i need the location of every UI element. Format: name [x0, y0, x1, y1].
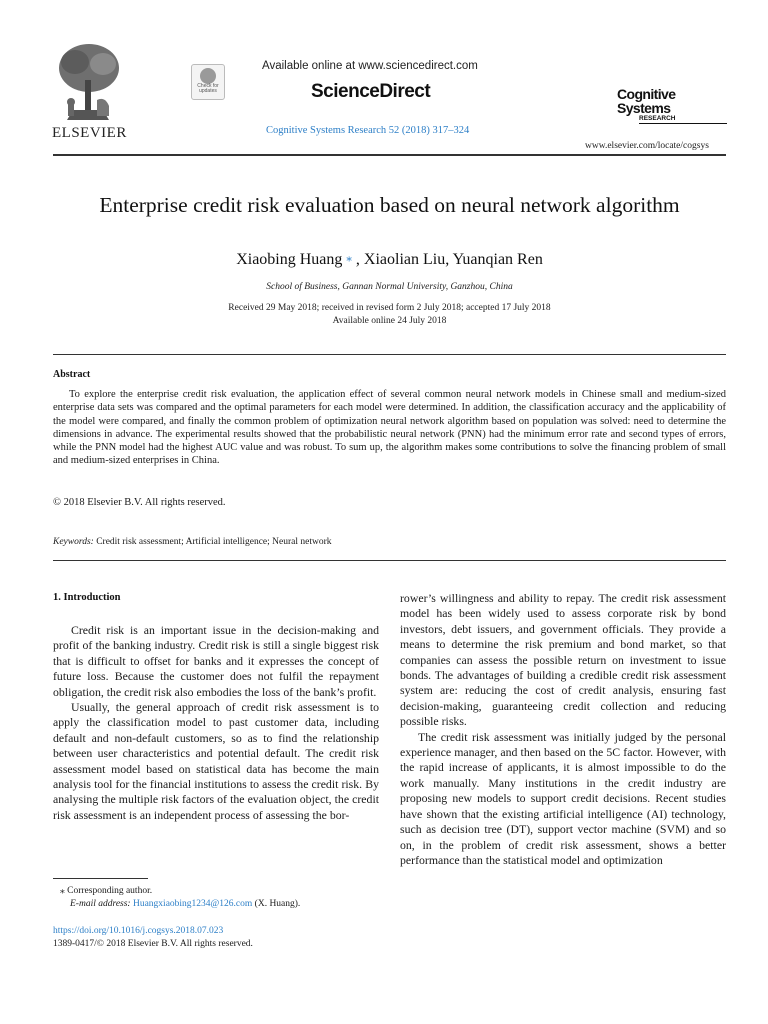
email-label: E-mail address:: [70, 899, 131, 909]
email-suffix: (X. Huang).: [252, 899, 301, 909]
keywords-label: Keywords:: [53, 537, 94, 547]
keywords-divider: [53, 560, 726, 561]
keywords-values: Credit risk assessment; Artificial intelligence; Neural network: [96, 537, 332, 547]
keywords: [53, 537, 332, 547]
corresponding-author-mark[interactable]: ⁎: [346, 252, 352, 264]
paragraph: Credit risk is an important issue in the decision-making and profit of the banking industry. Credit risk is still a single biggest risk that is difficult to offset for banks and it expresses the concept of future loss. Because the customer does not fulfil the repayment obligation, the credit risk also embodies the loss of the bank’s profit.: [53, 623, 379, 699]
abstract-heading: Abstract: [53, 369, 91, 380]
right-column: [400, 591, 726, 868]
bookmark-icon: [200, 68, 216, 84]
other-authors[interactable]: , Xiaolian Liu, Yuanqian Ren: [355, 251, 543, 268]
journal-reference-link[interactable]: Cognitive Systems Research 52 (2018) 317–324: [266, 125, 470, 136]
footnote-divider: [53, 878, 148, 879]
first-author[interactable]: Xiaobing Huang: [236, 251, 343, 268]
corresponding-footnote: [60, 885, 152, 896]
paragraph: The credit risk assessment was initially judged by the personal experience manager, and then based on the 5C factor. However, with the rapid increase of applicants, it is almost impossible to do the work manually. Many institutions in the credit industry are proposing new models to support credit decisions. Recent studies have shown that the existing artificial intelligence (AI) technology, such as decision tree (DT), support vector machine (SVM) and so on, in the problem of credit risk assessment, shows a better performance than the statistical model and optimization: [400, 729, 726, 867]
publisher-name: ELSEVIER: [52, 125, 127, 141]
check-for-updates-badge[interactable]: [191, 64, 225, 100]
abstract-text: To explore the enterprise credit risk evaluation, the application effect of several common neural network models in Chinese small and medium-sized enterprise data sets was compared and the optimal parameters for each model were determined. In addition, the classification accuracy and the applicability of the model were compared, and finally the common problem of optimization neural network algorithm based on population was solved: need to determine the dimensions in advance. The experimental results showed that the probabilistic neural network (PNN) had the minimum error rate and second types of errors, while the PNN model had the highest AUC value and was robust. To sum up, the algorithm makes some contributions to solve the financing problem of small and medium-sized enterprises in China.: [53, 389, 726, 467]
left-column: [53, 623, 379, 823]
footnote-text: Corresponding author.: [67, 886, 153, 896]
footnote-mark: ⁎: [60, 886, 65, 896]
journal-logo-subtitle: RESEARCH: [639, 115, 727, 124]
author-list: [53, 251, 726, 269]
abstract-body: [53, 388, 726, 468]
journal-logo-title: Cognitive Systems: [617, 86, 676, 116]
abstract-copyright: © 2018 Elsevier B.V. All rights reserved.: [53, 497, 226, 508]
available-online-banner[interactable]: Available online at www.sciencedirect.com: [262, 60, 478, 72]
doi-link[interactable]: https://doi.org/10.1016/j.cogsys.2018.07.023: [53, 926, 224, 936]
email-link[interactable]: Huangxiaobing1234@126.com: [132, 899, 253, 909]
issn-copyright: 1389-0417/© 2018 Elsevier B.V. All rights reserved.: [53, 939, 253, 949]
available-online-date: Available online 24 July 2018: [332, 316, 447, 326]
paragraph: Usually, the general approach of credit risk assessment is to apply the classification model to past customer data, including default and non-default customers, so as to find the relationship between user characteristics and potential default. The credit risk assessment model based on statistical data has become the main analysis tool for the financial institutions to assess the credit risk. By analysing the multiple risk factors of the evaluation object, the credit risk assessment is an independent process of assessing the bor-: [53, 700, 379, 822]
article-dates: Received 29 May 2018; received in revised form 2 July 2018; accepted 17 July 2018: [228, 303, 551, 313]
header-divider: [53, 154, 726, 156]
paragraph: rower’s willingness and ability to repay. The credit risk assessment model has been widely used to assess corporate risk by bond investors, debt issuers, and government officials. They provide a means to determine the risk premium and bond market, so that companies can assess the possible return on investment to issue bonds. The advantages of building a credible credit risk assessment system are: reducing the cost of credit analysis, ensuring fast decision-making, guaranteeing credit collection and reducing possible risks.: [400, 591, 726, 729]
journal-url[interactable]: www.elsevier.com/locate/cogsys: [585, 141, 709, 151]
journal-logo: [617, 87, 727, 124]
section-heading: 1. Introduction: [53, 592, 121, 603]
email-footnote: [70, 899, 300, 909]
title-divider: [53, 354, 726, 355]
sciencedirect-logo[interactable]: ScienceDirect: [311, 81, 431, 102]
tree-icon: [53, 40, 123, 124]
article-title: Enterprise credit risk evaluation based on neural network algorithm: [99, 193, 680, 217]
check-updates-label: Check for updates: [197, 83, 219, 94]
affiliation: School of Business, Gannan Normal University, Ganzhou, China: [266, 282, 513, 292]
